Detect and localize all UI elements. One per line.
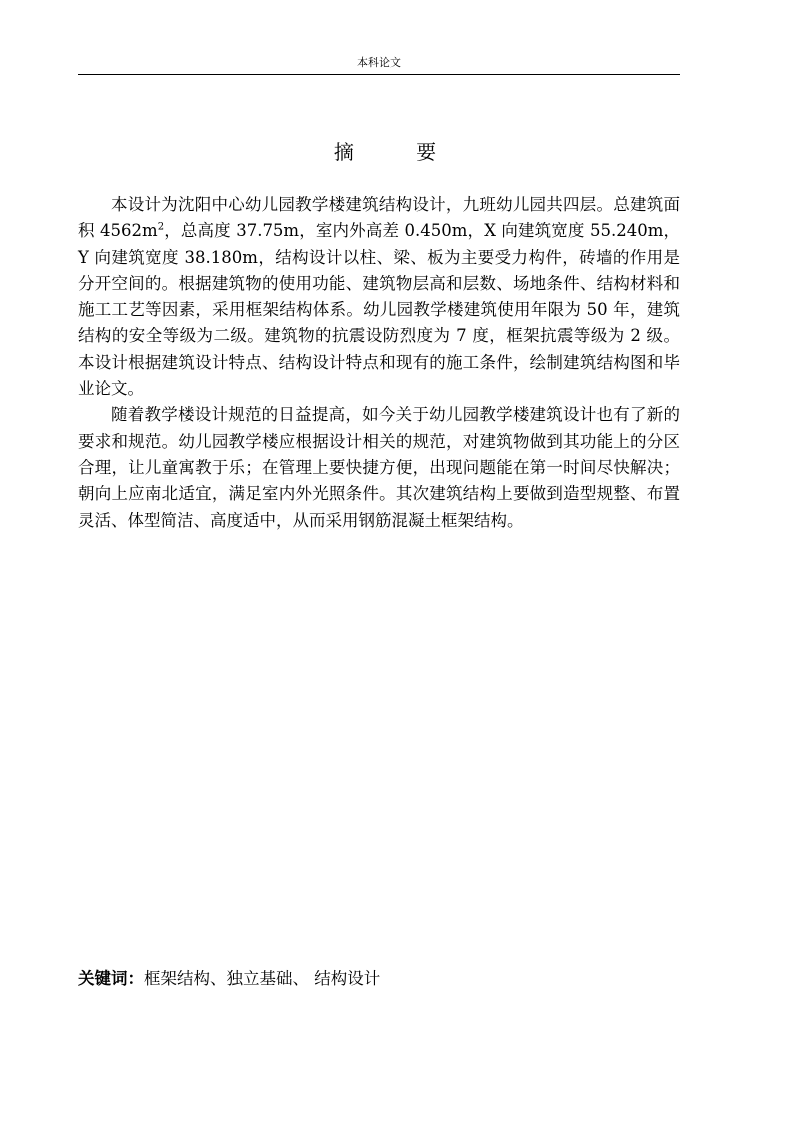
paragraph-1-text-a: 本设计为沈阳中心幼儿园教学楼建筑结构设计，九班幼儿园共四层。总建筑面积 4562m — [78, 195, 680, 241]
page-header: 本科论文 — [357, 56, 401, 69]
keywords-line — [78, 966, 680, 992]
area-unit-superscript: 2 — [157, 221, 165, 233]
header-rule — [78, 74, 680, 75]
keywords-label: 关键词： — [78, 969, 144, 988]
keywords-list: 框架结构、独立基础、 结构设计 — [144, 969, 381, 988]
abstract-paragraph-2: 随着教学楼设计规范的日益提高，如今关于幼儿园教学楼建筑设计也有了新的要求和规范。幼儿园教学楼应根据设计相关的规范，对建筑物做到其功能上的分区合理，让儿童寓教于乐；在管理上要快捷方便，出现问题能在第一时间尽快解决；朝向上应南北适宜，满足室内外光照条件。其次建筑结构上要做到造型规整、布置灵活、体型简洁、高度适中，从而采用钢筋混凝土框架结构。 — [78, 405, 680, 530]
abstract-paragraph-1 — [78, 192, 680, 402]
abstract-body — [78, 192, 680, 534]
paragraph-1-text-b: ，总高度 37.75m，室内外高差 0.450m，X 向建筑宽度 55.240m，Y 向建筑宽度 38.180m，结构设计以柱、梁、板为主要受力构件，砖墙的作用是分开空间的。根据建筑物的使用功能、建筑物层高和层数、场地条件、结构材料和施工工艺等因素，采用框架结构体系。幼儿园教学楼建筑使用年限为 50 年，建筑结构的安全等级为二级。建筑物的抗震设防烈度为 7 度，框架抗震等级为 2 级。本设计根据建筑设计特点、结构设计特点和现有的施工条件，绘制建筑结构图和毕业论文。 — [78, 221, 680, 399]
abstract-title: 摘 要 — [333, 140, 465, 164]
